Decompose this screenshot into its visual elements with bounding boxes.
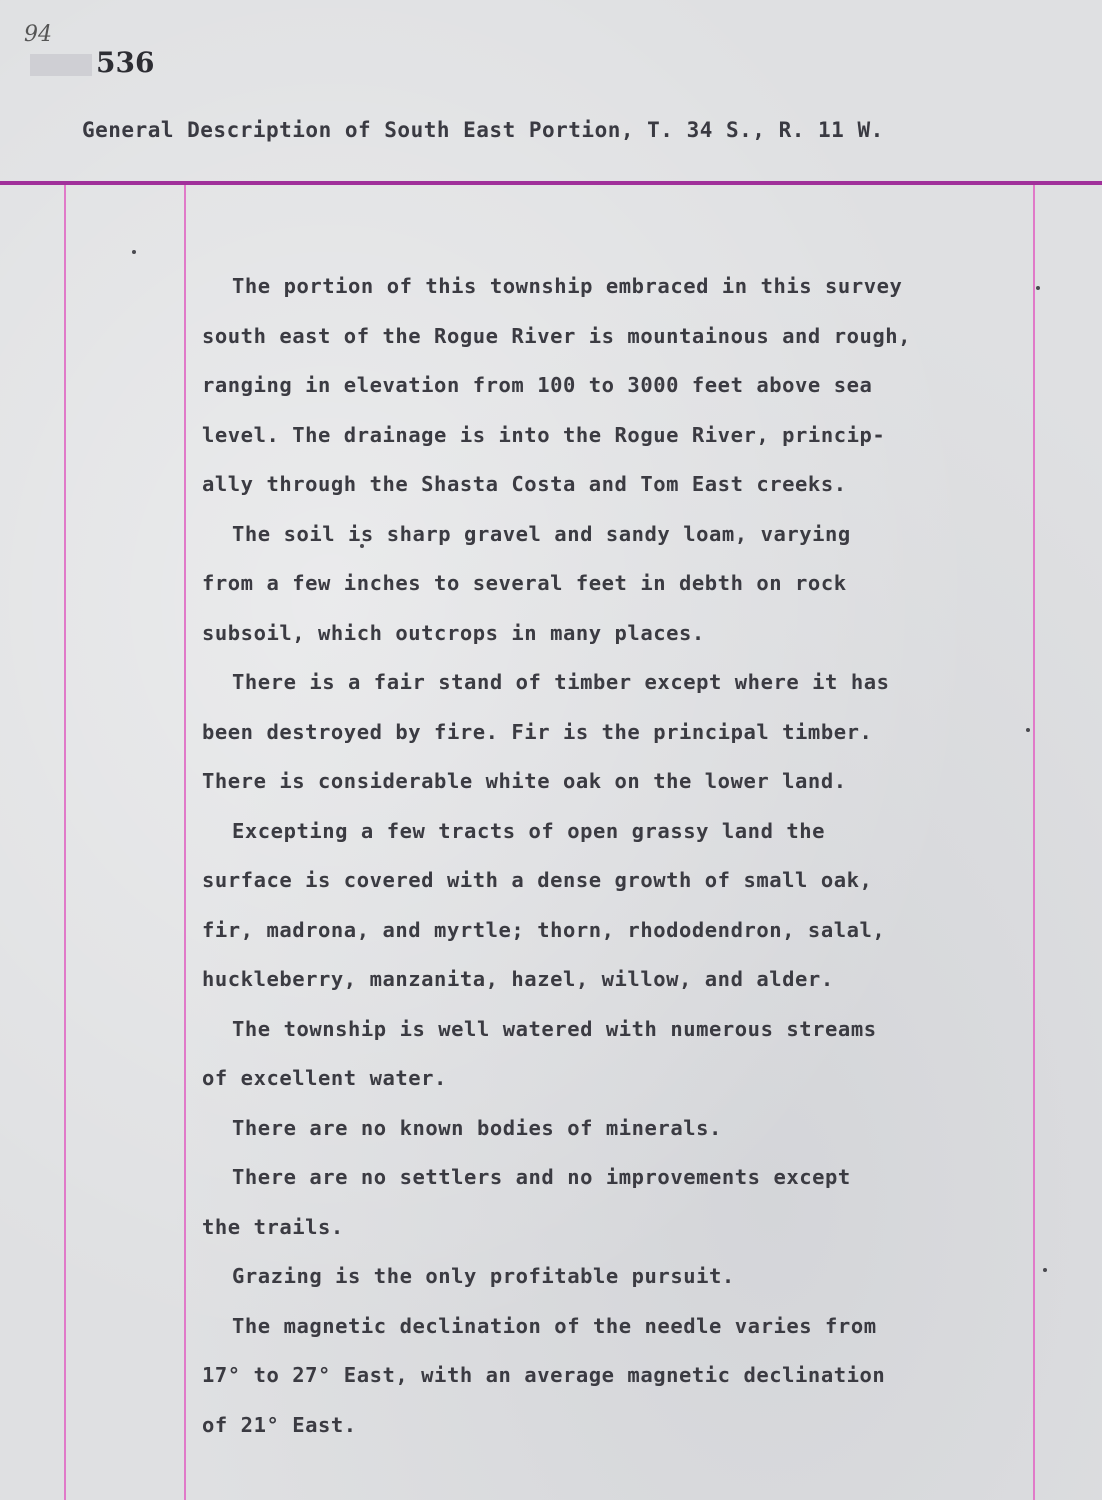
handwritten-page-number: 94 xyxy=(24,22,52,47)
text-line: fir, madrona, and myrtle; thorn, rhododendron, salal, xyxy=(202,917,886,942)
text-line: level. The drainage is into the Rogue River, princip- xyxy=(202,422,886,447)
top-rule-line xyxy=(0,181,1102,185)
text-line: 17° to 27° East, with an average magnetic declination xyxy=(202,1363,886,1387)
text-line: ranging in elevation from 100 to 3000 feet above sea xyxy=(202,373,873,397)
paper-speck xyxy=(1036,286,1040,290)
faded-stamp xyxy=(30,54,92,76)
paragraph xyxy=(202,1153,1022,1252)
text-line: the trails. xyxy=(202,1214,344,1239)
document-body xyxy=(202,262,1022,1450)
paragraph xyxy=(202,658,1022,807)
text-line: There are no settlers and no improvements except xyxy=(232,1165,851,1189)
text-line: of excellent water. xyxy=(202,1066,447,1090)
paragraph xyxy=(202,1302,1022,1451)
paragraph xyxy=(202,262,1022,510)
page-number: 536 xyxy=(96,46,155,79)
text-line: ally through the Shasta Costa and Tom East creeks. xyxy=(202,472,847,496)
text-line: huckleberry, manzanita, hazel, willow, and alder. xyxy=(202,967,834,991)
text-line: Excepting a few tracts of open grassy land the xyxy=(232,818,826,843)
text-line: south east of the Rogue River is mountainous and rough, xyxy=(202,323,912,348)
document-title: General Description of South East Portion, T. 34 S., R. 11 W. xyxy=(82,118,884,142)
margin-line-left-outer xyxy=(64,185,66,1500)
text-line: There are no known bodies of minerals. xyxy=(232,1115,722,1140)
text-line: The soil is sharp gravel and sandy loam, varying xyxy=(232,521,851,546)
text-line: The magnetic declination of the needle varies from xyxy=(232,1313,877,1338)
margin-line-right xyxy=(1033,185,1035,1500)
margin-line-left-inner xyxy=(184,185,186,1500)
text-line: There is considerable white oak on the lower land. xyxy=(202,769,847,793)
text-line: subsoil, which outcrops in many places. xyxy=(202,620,705,645)
paper-speck xyxy=(132,250,136,254)
paragraph xyxy=(202,807,1022,1005)
text-line: from a few inches to several feet in debth on rock xyxy=(202,571,847,595)
text-line: The township is well watered with numerous streams xyxy=(232,1016,877,1041)
paper-speck xyxy=(1043,1268,1047,1272)
text-line: been destroyed by fire. Fir is the principal timber. xyxy=(202,719,873,744)
text-line: The portion of this township embraced in this survey xyxy=(232,274,903,298)
text-line: Grazing is the only profitable pursuit. xyxy=(232,1264,735,1288)
paper-speck xyxy=(1026,728,1030,732)
paragraph xyxy=(202,1104,1022,1154)
paragraph xyxy=(202,1005,1022,1104)
paragraph xyxy=(202,510,1022,659)
paragraph xyxy=(202,1252,1022,1302)
text-line: of 21° East. xyxy=(202,1412,357,1437)
text-line: surface is covered with a dense growth of small oak, xyxy=(202,868,873,892)
text-line: There is a fair stand of timber except where it has xyxy=(232,670,890,694)
